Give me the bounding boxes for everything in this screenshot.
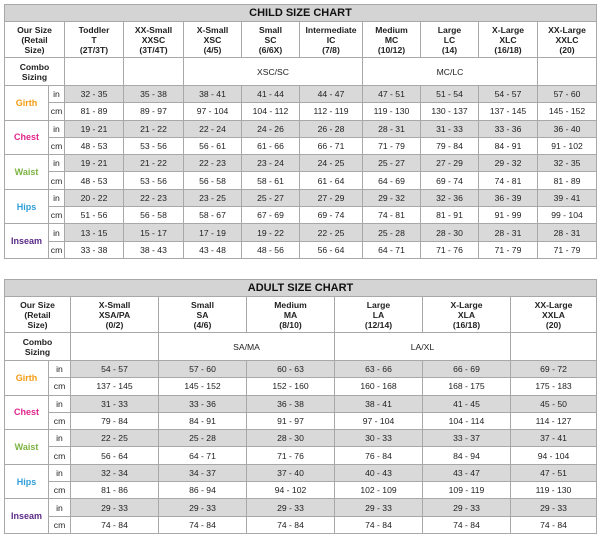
size-value: 24 - 26 xyxy=(242,120,300,137)
size-value: 102 - 109 xyxy=(335,482,423,499)
measurement-row xyxy=(5,103,597,120)
size-value: 58 - 61 xyxy=(242,172,300,189)
size-value: 71 - 79 xyxy=(479,241,538,258)
size-value: 67 - 69 xyxy=(242,207,300,224)
size-value: 28 - 31 xyxy=(538,224,597,241)
size-header-medium: Medium MA (8/10) xyxy=(247,297,335,333)
unit-label: in xyxy=(49,499,71,516)
unit-label: cm xyxy=(49,482,71,499)
size-value: 22 - 25 xyxy=(71,430,159,447)
size-value: 112 - 119 xyxy=(300,103,363,120)
measurement-row xyxy=(5,207,597,224)
size-value: 25 - 28 xyxy=(363,224,421,241)
size-header-intermediate: Intermediate IC (7/8) xyxy=(300,22,363,58)
size-value: 74 - 81 xyxy=(363,207,421,224)
size-value: 41 - 44 xyxy=(242,86,300,103)
size-value: 29 - 33 xyxy=(159,499,247,516)
size-value: 33 - 36 xyxy=(479,120,538,137)
size-value: 15 - 17 xyxy=(124,224,184,241)
unit-label: in xyxy=(49,86,65,103)
size-value: 28 - 31 xyxy=(363,120,421,137)
size-value: 36 - 38 xyxy=(247,395,335,412)
size-header-x-large: X-Large XLA (16/18) xyxy=(423,297,511,333)
size-header-x-small: X-Small XSA/PA (0/2) xyxy=(71,297,159,333)
size-value: 53 - 56 xyxy=(124,172,184,189)
size-value: 29 - 32 xyxy=(363,189,421,206)
measurement-label: Girth xyxy=(5,86,49,121)
size-value: 45 - 50 xyxy=(511,395,597,412)
size-value: 57 - 60 xyxy=(538,86,597,103)
size-value: 29 - 33 xyxy=(71,499,159,516)
measurement-label: Chest xyxy=(5,395,49,430)
size-header-xx-small: XX-Small XXSC (3T/4T) xyxy=(124,22,184,58)
size-value: 38 - 41 xyxy=(184,86,242,103)
size-value: 175 - 183 xyxy=(511,378,597,395)
size-value: 63 - 66 xyxy=(335,361,423,378)
unit-label: in xyxy=(49,155,65,172)
size-header-small: Small SA (4/6) xyxy=(159,297,247,333)
unit-label: cm xyxy=(49,137,65,154)
size-value: 114 - 127 xyxy=(511,412,597,429)
combo-mc-lc: MC/LC xyxy=(363,58,538,86)
size-value: 168 - 175 xyxy=(423,378,511,395)
size-value: 29 - 33 xyxy=(423,499,511,516)
size-value: 48 - 53 xyxy=(65,137,124,154)
measurement-label: Inseam xyxy=(5,499,49,534)
size-value: 20 - 22 xyxy=(65,189,124,206)
adult-size-chart xyxy=(4,279,596,534)
size-value: 44 - 47 xyxy=(300,86,363,103)
size-value: 25 - 27 xyxy=(242,189,300,206)
size-value: 54 - 57 xyxy=(71,361,159,378)
size-value: 28 - 31 xyxy=(479,224,538,241)
size-value: 41 - 45 xyxy=(423,395,511,412)
measurement-label: Chest xyxy=(5,120,49,155)
combo-sizing-label: Combo Sizing xyxy=(5,58,65,86)
size-value: 28 - 30 xyxy=(421,224,479,241)
size-value: 56 - 64 xyxy=(300,241,363,258)
size-value: 22 - 23 xyxy=(184,155,242,172)
child-size-table xyxy=(4,4,597,259)
size-value: 91 - 102 xyxy=(538,137,597,154)
measurement-row xyxy=(5,378,597,395)
combo-cell-empty xyxy=(71,333,159,361)
size-value: 29 - 33 xyxy=(335,499,423,516)
size-value: 56 - 58 xyxy=(124,207,184,224)
size-value: 36 - 40 xyxy=(538,120,597,137)
size-value: 32 - 34 xyxy=(71,464,159,481)
combo-cell-empty xyxy=(65,58,124,86)
size-value: 48 - 56 xyxy=(242,241,300,258)
size-value: 69 - 72 xyxy=(511,361,597,378)
size-value: 47 - 51 xyxy=(511,464,597,481)
size-header-large: Large LA (12/14) xyxy=(335,297,423,333)
size-value: 81 - 89 xyxy=(65,103,124,120)
size-value: 137 - 145 xyxy=(479,103,538,120)
adult-size-table xyxy=(4,279,597,534)
unit-label: cm xyxy=(49,516,71,533)
size-value: 74 - 84 xyxy=(335,516,423,533)
retail-size-label: Our Size (Retail Size) xyxy=(5,297,71,333)
size-value: 17 - 19 xyxy=(184,224,242,241)
size-value: 33 - 37 xyxy=(423,430,511,447)
size-header-small: Small SC (6/6X) xyxy=(242,22,300,58)
size-value: 31 - 33 xyxy=(71,395,159,412)
size-value: 64 - 71 xyxy=(159,447,247,464)
size-header-x-small: X-Small XSC (4/5) xyxy=(184,22,242,58)
size-value: 71 - 79 xyxy=(538,241,597,258)
chart-title: CHILD SIZE CHART xyxy=(5,5,597,22)
size-value: 35 - 38 xyxy=(124,86,184,103)
size-value: 89 - 97 xyxy=(124,103,184,120)
unit-label: in xyxy=(49,430,71,447)
size-value: 38 - 43 xyxy=(124,241,184,258)
size-value: 23 - 24 xyxy=(242,155,300,172)
size-value: 104 - 112 xyxy=(242,103,300,120)
size-value: 74 - 84 xyxy=(247,516,335,533)
size-value: 19 - 21 xyxy=(65,120,124,137)
chart-title: ADULT SIZE CHART xyxy=(5,280,597,297)
measurement-row xyxy=(5,516,597,533)
measurement-label: Waist xyxy=(5,155,49,190)
size-value: 27 - 29 xyxy=(421,155,479,172)
size-value: 64 - 69 xyxy=(363,172,421,189)
child-size-chart xyxy=(4,4,596,259)
size-value: 69 - 74 xyxy=(300,207,363,224)
size-value: 61 - 64 xyxy=(300,172,363,189)
measurement-row xyxy=(5,241,597,258)
size-value: 43 - 48 xyxy=(184,241,242,258)
size-value: 21 - 22 xyxy=(124,120,184,137)
size-value: 48 - 53 xyxy=(65,172,124,189)
size-value: 47 - 51 xyxy=(363,86,421,103)
size-value: 76 - 84 xyxy=(335,447,423,464)
size-value: 13 - 15 xyxy=(65,224,124,241)
size-value: 79 - 84 xyxy=(421,137,479,154)
unit-label: cm xyxy=(49,103,65,120)
size-value: 32 - 36 xyxy=(421,189,479,206)
size-value: 74 - 84 xyxy=(423,516,511,533)
combo-xsc-sc: XSC/SC xyxy=(184,58,363,86)
size-value: 28 - 30 xyxy=(247,430,335,447)
size-value: 84 - 94 xyxy=(423,447,511,464)
unit-label: in xyxy=(49,395,71,412)
size-value: 38 - 41 xyxy=(335,395,423,412)
size-value: 81 - 91 xyxy=(421,207,479,224)
size-value: 71 - 76 xyxy=(247,447,335,464)
size-value: 104 - 114 xyxy=(423,412,511,429)
size-value: 51 - 54 xyxy=(421,86,479,103)
size-value: 34 - 37 xyxy=(159,464,247,481)
size-value: 94 - 102 xyxy=(247,482,335,499)
size-value: 60 - 63 xyxy=(247,361,335,378)
size-value: 145 - 152 xyxy=(538,103,597,120)
size-header-toddler: Toddler T (2T/3T) xyxy=(65,22,124,58)
size-header-large: Large LC (14) xyxy=(421,22,479,58)
size-value: 86 - 94 xyxy=(159,482,247,499)
size-value: 23 - 25 xyxy=(184,189,242,206)
size-value: 43 - 47 xyxy=(423,464,511,481)
measurement-row xyxy=(5,120,597,137)
size-value: 33 - 38 xyxy=(65,241,124,258)
size-value: 58 - 67 xyxy=(184,207,242,224)
measurement-row xyxy=(5,172,597,189)
size-value: 81 - 86 xyxy=(71,482,159,499)
unit-label: in xyxy=(49,361,71,378)
size-value: 71 - 79 xyxy=(363,137,421,154)
size-value: 27 - 29 xyxy=(300,189,363,206)
size-value: 32 - 35 xyxy=(65,86,124,103)
retail-size-label: Our Size (Retail Size) xyxy=(5,22,65,58)
measurement-row xyxy=(5,464,597,481)
size-value: 74 - 81 xyxy=(479,172,538,189)
measurement-label: Girth xyxy=(5,361,49,396)
size-value: 91 - 97 xyxy=(247,412,335,429)
combo-la-xl: LA/XL xyxy=(335,333,511,361)
size-value: 37 - 40 xyxy=(247,464,335,481)
measurement-row xyxy=(5,395,597,412)
size-value: 30 - 33 xyxy=(335,430,423,447)
combo-cell-empty xyxy=(124,58,184,86)
measurement-row xyxy=(5,137,597,154)
size-value: 19 - 21 xyxy=(65,155,124,172)
combo-cell-empty xyxy=(511,333,597,361)
size-value: 130 - 137 xyxy=(421,103,479,120)
measurement-row xyxy=(5,482,597,499)
size-value: 56 - 61 xyxy=(184,137,242,154)
size-value: 119 - 130 xyxy=(511,482,597,499)
size-value: 39 - 41 xyxy=(538,189,597,206)
size-value: 31 - 33 xyxy=(421,120,479,137)
adult-measurements xyxy=(5,361,597,534)
size-value: 119 - 130 xyxy=(363,103,421,120)
unit-label: cm xyxy=(49,378,71,395)
size-value: 29 - 33 xyxy=(247,499,335,516)
size-value: 25 - 28 xyxy=(159,430,247,447)
measurement-row xyxy=(5,412,597,429)
size-value: 56 - 58 xyxy=(184,172,242,189)
unit-label: cm xyxy=(49,172,65,189)
measurement-label: Hips xyxy=(5,189,49,224)
size-header-xx-large: XX-Large XXLA (20) xyxy=(511,297,597,333)
combo-cell-empty xyxy=(538,58,597,86)
combo-sizing-label: Combo Sizing xyxy=(5,333,71,361)
size-value: 22 - 23 xyxy=(124,189,184,206)
size-value: 40 - 43 xyxy=(335,464,423,481)
size-value: 74 - 84 xyxy=(159,516,247,533)
unit-label: cm xyxy=(49,447,71,464)
unit-label: in xyxy=(49,464,71,481)
size-header-x-large: X-Large XLC (16/18) xyxy=(479,22,538,58)
measurement-label: Inseam xyxy=(5,224,49,259)
measurement-row xyxy=(5,86,597,103)
combo-sa-ma: SA/MA xyxy=(159,333,335,361)
size-value: 57 - 60 xyxy=(159,361,247,378)
size-value: 54 - 57 xyxy=(479,86,538,103)
size-value: 26 - 28 xyxy=(300,120,363,137)
measurement-row xyxy=(5,361,597,378)
size-value: 79 - 84 xyxy=(71,412,159,429)
measurement-row xyxy=(5,155,597,172)
measurement-label: Waist xyxy=(5,430,49,465)
size-value: 61 - 66 xyxy=(242,137,300,154)
size-value: 22 - 25 xyxy=(300,224,363,241)
size-value: 33 - 36 xyxy=(159,395,247,412)
size-value: 22 - 24 xyxy=(184,120,242,137)
size-value: 53 - 56 xyxy=(124,137,184,154)
size-value: 160 - 168 xyxy=(335,378,423,395)
size-header-medium: Medium MC (10/12) xyxy=(363,22,421,58)
size-value: 69 - 74 xyxy=(421,172,479,189)
size-value: 145 - 152 xyxy=(159,378,247,395)
unit-label: cm xyxy=(49,241,65,258)
size-value: 24 - 25 xyxy=(300,155,363,172)
size-value: 29 - 33 xyxy=(511,499,597,516)
size-value: 74 - 84 xyxy=(71,516,159,533)
size-value: 36 - 39 xyxy=(479,189,538,206)
size-value: 109 - 119 xyxy=(423,482,511,499)
size-value: 74 - 84 xyxy=(511,516,597,533)
measurement-row xyxy=(5,447,597,464)
child-measurements xyxy=(5,86,597,259)
size-value: 32 - 35 xyxy=(538,155,597,172)
size-value: 64 - 71 xyxy=(363,241,421,258)
measurement-row xyxy=(5,430,597,447)
size-value: 21 - 22 xyxy=(124,155,184,172)
size-value: 66 - 71 xyxy=(300,137,363,154)
unit-label: cm xyxy=(49,412,71,429)
size-value: 81 - 89 xyxy=(538,172,597,189)
unit-label: in xyxy=(49,224,65,241)
size-value: 37 - 41 xyxy=(511,430,597,447)
size-value: 91 - 99 xyxy=(479,207,538,224)
unit-label: in xyxy=(49,120,65,137)
size-value: 84 - 91 xyxy=(479,137,538,154)
size-header-xx-large: XX-Large XXLC (20) xyxy=(538,22,597,58)
size-value: 25 - 27 xyxy=(363,155,421,172)
size-value: 19 - 22 xyxy=(242,224,300,241)
unit-label: in xyxy=(49,189,65,206)
size-value: 94 - 104 xyxy=(511,447,597,464)
size-value: 152 - 160 xyxy=(247,378,335,395)
unit-label: cm xyxy=(49,207,65,224)
size-value: 84 - 91 xyxy=(159,412,247,429)
size-value: 29 - 32 xyxy=(479,155,538,172)
measurement-label: Hips xyxy=(5,464,49,499)
size-value: 66 - 69 xyxy=(423,361,511,378)
measurement-row xyxy=(5,189,597,206)
size-value: 51 - 56 xyxy=(65,207,124,224)
size-value: 97 - 104 xyxy=(184,103,242,120)
size-value: 99 - 104 xyxy=(538,207,597,224)
measurement-row xyxy=(5,224,597,241)
size-value: 56 - 64 xyxy=(71,447,159,464)
size-value: 97 - 104 xyxy=(335,412,423,429)
size-value: 71 - 76 xyxy=(421,241,479,258)
measurement-row xyxy=(5,499,597,516)
size-value: 137 - 145 xyxy=(71,378,159,395)
